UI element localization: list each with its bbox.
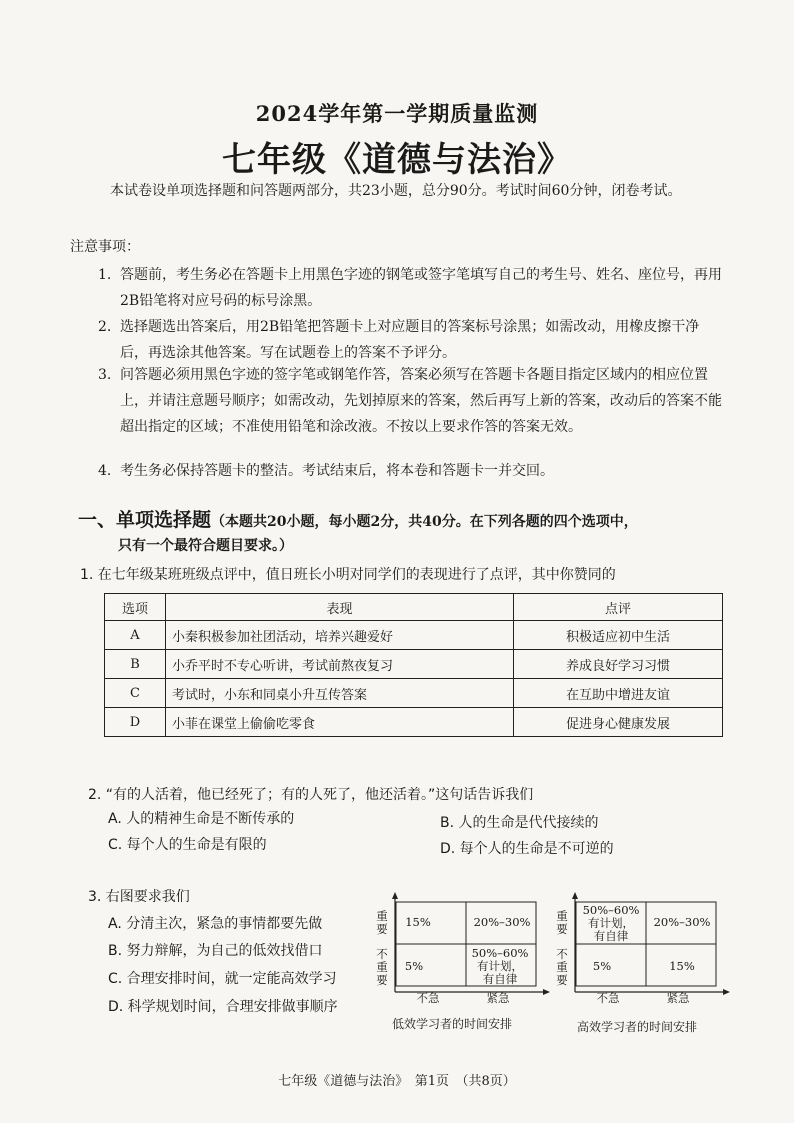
notice-item <box>98 458 726 484</box>
option-letter: A <box>105 621 166 650</box>
notice-item <box>98 262 726 314</box>
option-comment: 积极适应初中生活 <box>514 621 723 650</box>
option-c: C. 每个人的生命是有限的 <box>108 837 267 853</box>
table-row <box>105 650 723 679</box>
option-a: A. 人的精神生命是不断传承的 <box>108 811 295 827</box>
axis-label-not-urgent: 不急 <box>596 991 620 1005</box>
axis-label-not-important: 不重要 <box>556 947 568 987</box>
section-description-cont: 只有一个最符合题目要求。） <box>118 538 293 554</box>
low-efficiency-time-matrix <box>372 892 552 1017</box>
question-2-stem: 2. “有的人活着，他已经死了；有的人死了，他还活着。”这句话告诉我们 <box>88 787 534 803</box>
axis-label-important: 重要 <box>556 909 568 936</box>
option-behavior: 考试时，小东和同桌小升互传答案 <box>166 679 514 708</box>
figure-caption: 高效学习者的时间安排 <box>577 1020 698 1034</box>
option-behavior: 小秦积极参加社团活动，培养兴趣爱好 <box>166 621 514 650</box>
quadrant-value <box>468 947 532 986</box>
section-description: （本题共20小题，每小题2分，共40分。在下列各题的四个选项中， <box>211 514 638 530</box>
option-letter: C <box>105 679 166 708</box>
notice-item-number: 4. <box>98 463 112 479</box>
option-d: D. 每个人的生命是不可逆的 <box>440 841 614 857</box>
quadrant-value: 5% <box>592 959 612 973</box>
exam-session-title: 2024学年第一学期质量监测 <box>255 101 539 126</box>
quadrant-line: 50%–60% <box>582 903 640 917</box>
high-efficiency-time-matrix <box>552 892 732 1017</box>
notice-item-text: 问答题必须用黑色字迹的签字笔或钢笔作答，答案必须写在答题卡各题目指定区域内的相应位置上，并请注意题号顺序；如需改动，先划掉原来的答案，然后再写上新的答案，改动后的答案不能超出指定的区域；不准使用铅笔和涂改液。不按以上要求作答的答案无效。 <box>120 367 722 435</box>
quadrant-value: 15% <box>405 915 431 929</box>
option-letter: D <box>105 708 166 737</box>
option-comment: 养成良好学习习惯 <box>514 650 723 679</box>
table-row <box>105 708 723 737</box>
notice-item-text: 考生务必保持答题卡的整洁。考试结束后，将本卷和答题卡一并交回。 <box>120 463 554 479</box>
quadrant-line: 有自律 <box>482 972 518 986</box>
quadrant-line: 有计划， <box>477 959 523 973</box>
option-c: C. 合理安排时间，就一定能高效学习 <box>108 971 337 987</box>
exam-subject-title: 七年级《道德与法治》 <box>222 140 572 180</box>
quadrant-line: 有计划， <box>588 916 634 930</box>
table-header-row <box>105 594 723 621</box>
notice-heading: 注意事项： <box>70 239 140 255</box>
option-b: B. 努力辩解，为自己的低效找借口 <box>108 943 323 959</box>
section-title: 一、单项选择题 <box>78 509 212 531</box>
notice-item <box>98 362 726 440</box>
option-behavior: 小乔平时不专心听讲，考试前熬夜复习 <box>166 650 514 679</box>
figure-caption: 低效学习者的时间安排 <box>392 1017 513 1031</box>
option-behavior: 小菲在课堂上偷偷吃零食 <box>166 708 514 737</box>
question-3-stem: 3. 右图要求我们 <box>88 889 190 905</box>
notice-item-number: 3. <box>98 367 112 383</box>
table-header: 选项 <box>105 594 166 621</box>
option-b: B. 人的生命是代代接续的 <box>440 815 599 831</box>
exam-intro: 本试卷设单项选择题和问答题两部分，共23小题，总分90分。考试时间60分钟，闭卷考试。 <box>110 183 682 199</box>
axis-label-not-important: 不重要 <box>376 947 388 987</box>
table-header: 点评 <box>514 594 723 621</box>
table-row <box>105 621 723 650</box>
notice-item <box>98 314 726 366</box>
quadrant-line: 50%–60% <box>471 946 529 960</box>
quadrant-value: 20%–30% <box>653 915 711 929</box>
page-footer: 七年级《道德与法治》 第1页 （共8页） <box>278 1074 516 1089</box>
quadrant-value: 15% <box>669 959 695 973</box>
notice-item-text: 答题前，考生务必在答题卡上用黑色字迹的钢笔或签字笔填写自己的考生号、姓名、座位号，再用2B铅笔将对应号码的标号涂黑。 <box>120 267 722 309</box>
axis-label-urgent: 紧急 <box>486 991 510 1005</box>
table-header: 表现 <box>166 594 514 621</box>
question-1-stem: 1. 在七年级某班班级点评中，值日班长小明对同学们的表现进行了点评，其中你赞同的 <box>80 567 616 583</box>
notice-item-number: 1. <box>98 267 112 283</box>
quadrant-value: 20%–30% <box>473 915 531 929</box>
table-row <box>105 679 723 708</box>
notice-item-text: 选择题选出答案后，用2B铅笔把答题卡上对应题目的答案标号涂黑；如需改动，用橡皮擦干净后，再选涂其他答案。写在试题卷上的答案不予评分。 <box>120 319 700 361</box>
quadrant-value <box>578 904 644 943</box>
option-comment: 在互助中增进友谊 <box>514 679 723 708</box>
notice-item-number: 2. <box>98 319 112 335</box>
section-heading <box>78 505 738 532</box>
quadrant-line: 有自律 <box>593 929 629 943</box>
option-letter: B <box>105 650 166 679</box>
axis-label-not-urgent: 不急 <box>416 991 440 1005</box>
question-1-table <box>104 593 723 737</box>
option-a: A. 分清主次，紧急的事情都要先做 <box>108 916 323 932</box>
axis-label-urgent: 紧急 <box>666 991 690 1005</box>
option-comment: 促进身心健康发展 <box>514 708 723 737</box>
quadrant-value: 5% <box>404 959 424 973</box>
option-d: D. 科学规划时间，合理安排做事顺序 <box>108 999 338 1015</box>
axis-label-important: 重要 <box>376 909 388 936</box>
